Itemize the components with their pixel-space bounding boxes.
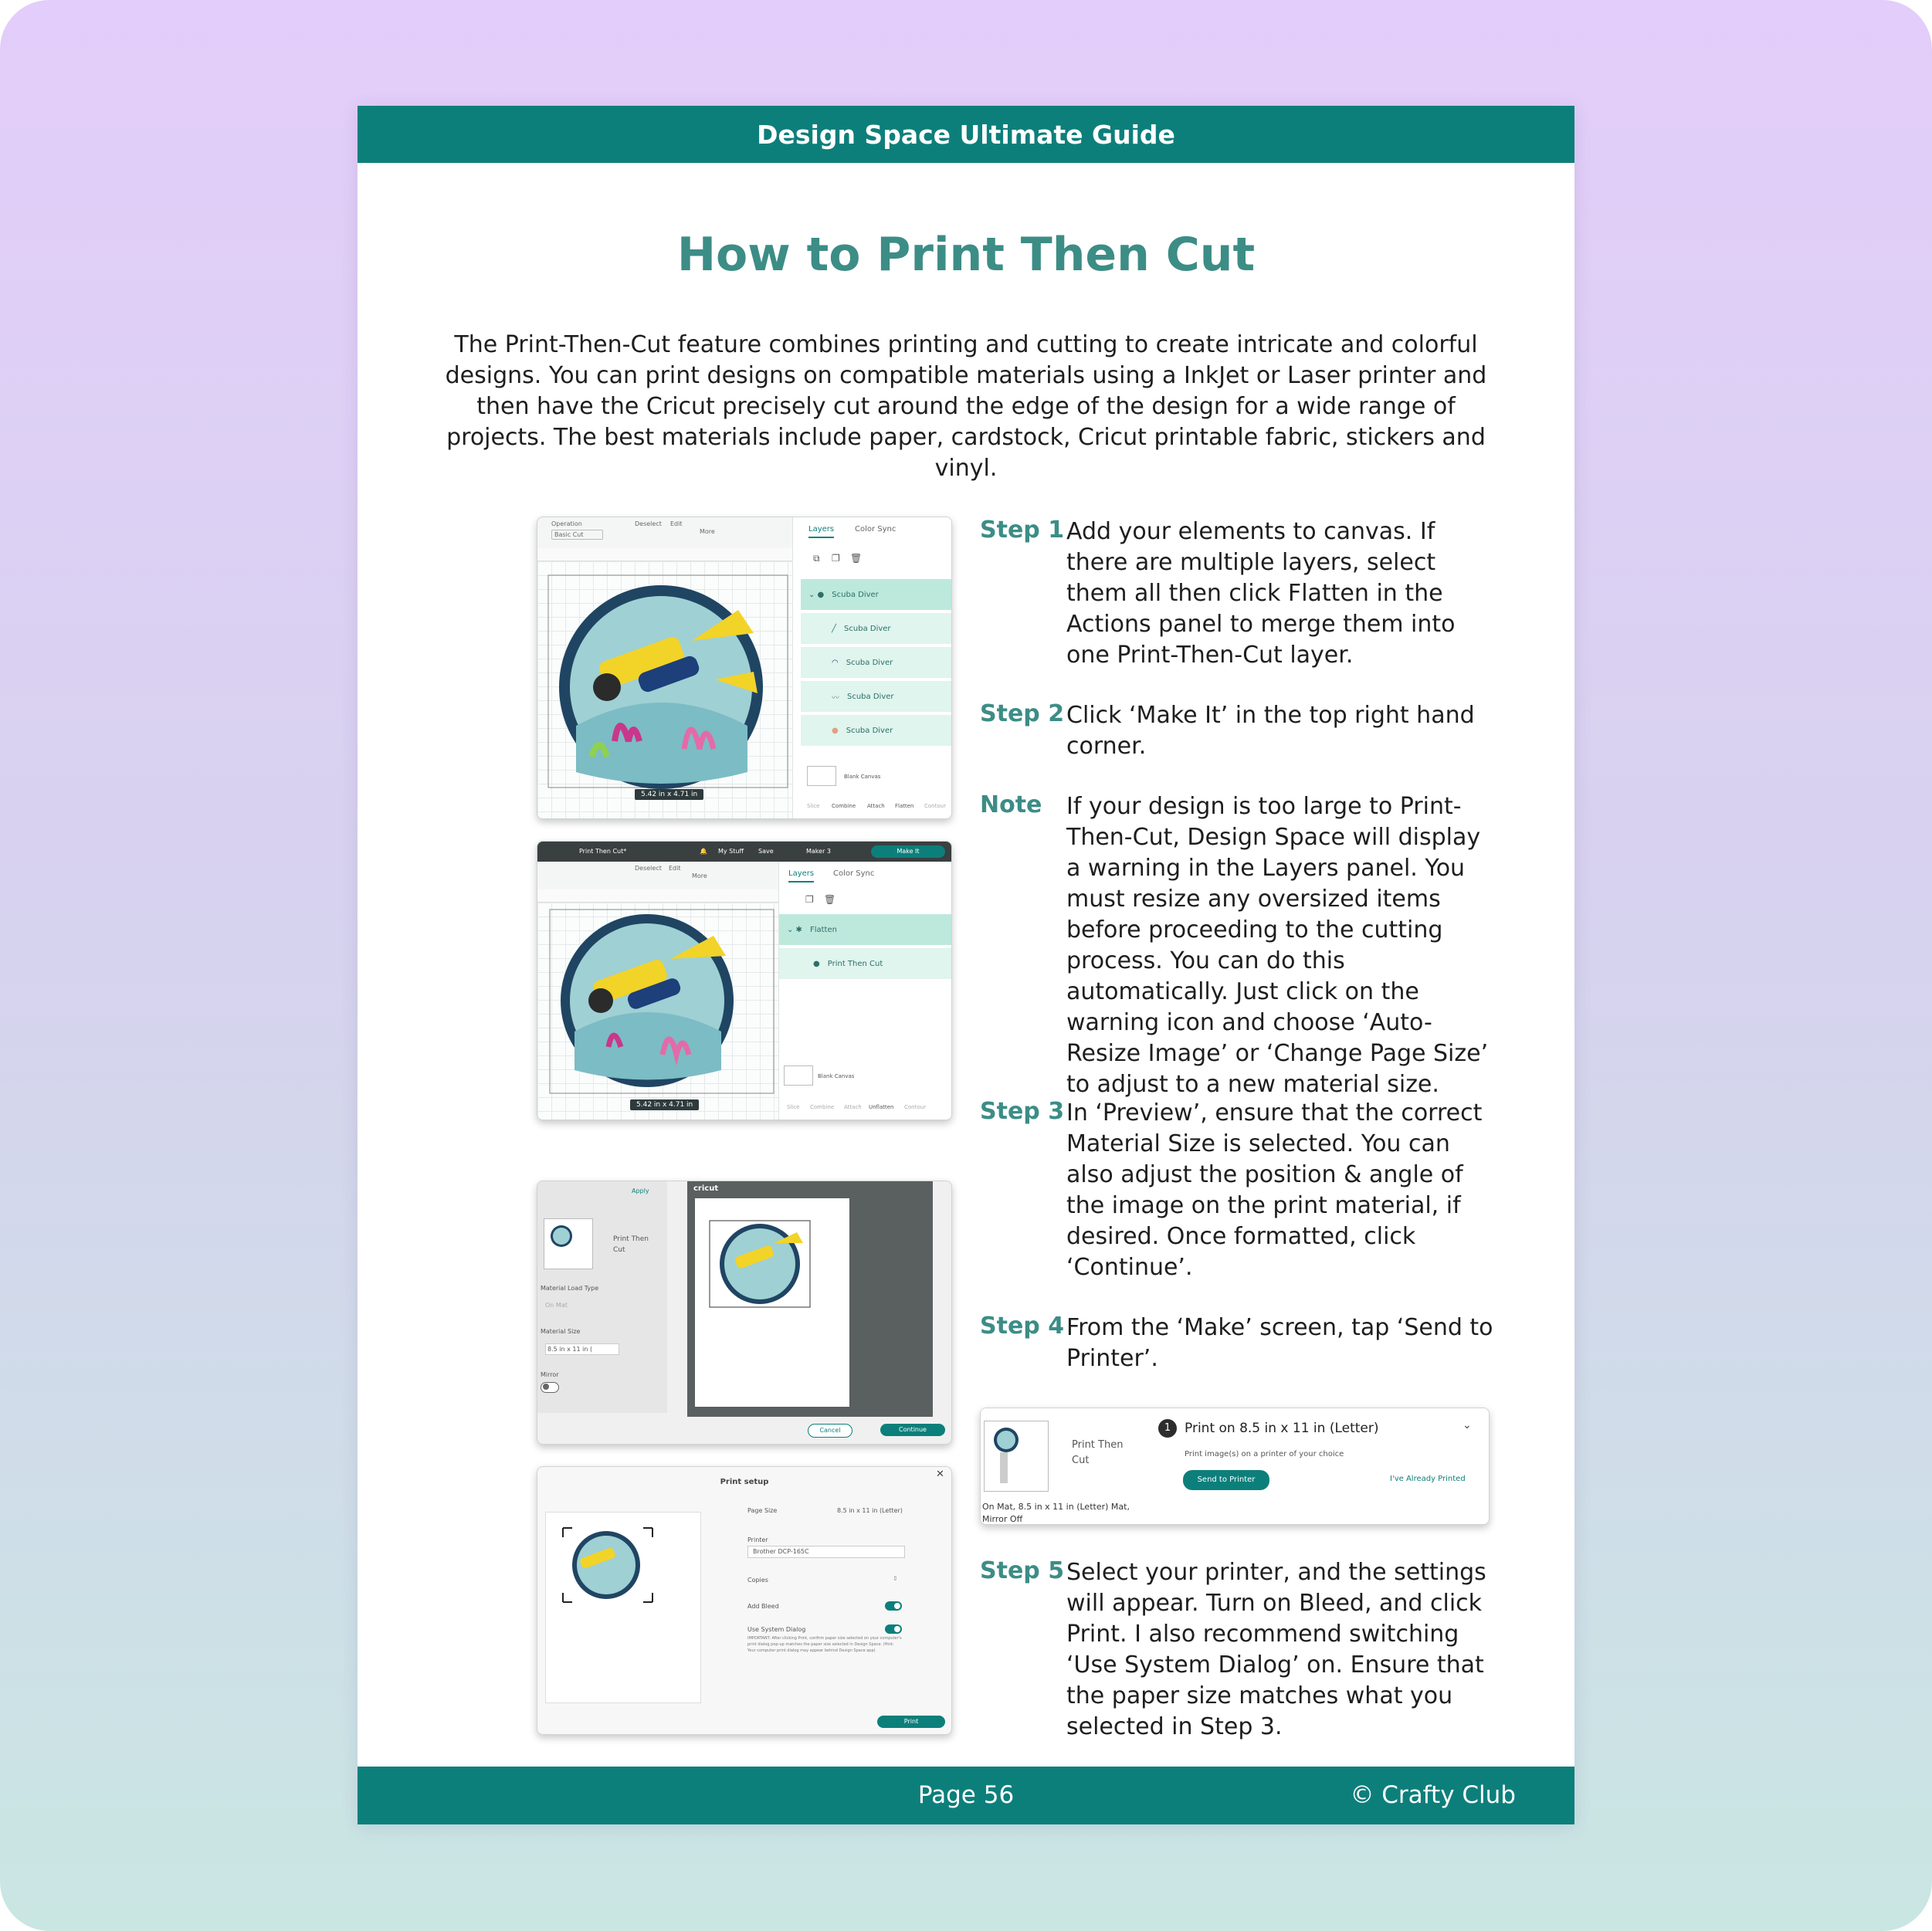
cricut-logo: cricut: [693, 1184, 719, 1193]
note-text: If your design is too large to Print-Then-Cut, Design Space will display a warning in the Layers panel. You must resize any oversized items before proceeding to the cutting process. You can do this automatically. Just click on the warning icon and choose ‘Auto- Resize Image’ or ‘Change Page Size’ to adjust to a new material size.: [1066, 793, 1489, 1098]
more-menu[interactable]: More: [692, 872, 707, 879]
page-footer: [358, 1767, 1574, 1824]
dialog-title: Print setup: [720, 1478, 769, 1486]
action-unflatten[interactable]: Unflatten: [869, 1104, 894, 1110]
layer-item[interactable]: ● Scuba Diver: [801, 715, 952, 746]
dimensions-badge: 5.42 in x 4.71 in: [635, 789, 703, 800]
layers-panel: [792, 517, 952, 818]
tab-layers[interactable]: Layers: [788, 869, 814, 883]
layer-item[interactable]: ╱ Scuba Diver: [801, 613, 952, 644]
printer-label: Printer: [747, 1536, 768, 1543]
duplicate-icon[interactable]: ❐: [805, 894, 814, 905]
layer-item-label: Scuba Diver: [846, 658, 893, 667]
duplicate-icon[interactable]: ❐: [832, 553, 840, 564]
screenshot-preview: [537, 1181, 952, 1445]
mirror-label: Mirror: [541, 1371, 559, 1378]
project-title: Print Then Cut*: [579, 848, 627, 855]
header-title: Design Space Ultimate Guide: [757, 119, 1175, 150]
layer-group[interactable]: ⌄ ✱ Flatten: [779, 914, 952, 945]
preview-design: [554, 1519, 662, 1611]
continue-button[interactable]: Continue: [880, 1424, 945, 1436]
bell-icon[interactable]: 🔔: [700, 848, 707, 855]
step-4-label: Step 4: [980, 1313, 1065, 1340]
mat-info: On Mat, 8.5 in x 11 in (Letter) Mat, Mirror Off: [982, 1502, 1130, 1524]
action-slice[interactable]: Slice: [807, 803, 820, 809]
layer-item[interactable]: ◠ Scuba Diver: [801, 647, 952, 678]
mirror-toggle[interactable]: [541, 1382, 559, 1393]
action-contour[interactable]: Contour: [924, 803, 946, 809]
more-menu[interactable]: More: [700, 528, 715, 535]
layers-panel: [778, 862, 952, 1120]
print-button[interactable]: Print: [877, 1716, 945, 1728]
step-4-text: From the ‘Make’ screen, tap ‘Send to Printer’.: [1066, 1314, 1493, 1372]
item-name: Print Then Cut: [613, 1235, 649, 1254]
guide-page: [358, 106, 1574, 1824]
save-link[interactable]: Save: [758, 848, 774, 855]
add-bleed-toggle[interactable]: [885, 1601, 902, 1611]
action-slice[interactable]: Slice: [787, 1104, 800, 1110]
dimensions-badge: 5.42 in x 4.71 in: [630, 1099, 699, 1110]
note-label: Note: [980, 791, 1042, 818]
blank-canvas-label: Blank Canvas: [818, 1073, 855, 1079]
edit-label[interactable]: Edit: [670, 520, 683, 527]
layer-group-label: Flatten: [809, 925, 837, 934]
item-thumbnail[interactable]: [544, 1218, 593, 1269]
scuba-diver-design[interactable]: [547, 908, 778, 1101]
copyright: © Crafty Club: [1350, 1781, 1516, 1809]
preview-sidebar: [537, 1181, 667, 1413]
system-dialog-note: IMPORTANT: After clicking Print, confirm paper size selected on your computer's print dialog pop-up matches the paper size selected in Design Space. (Hint: Your computer print dialog may appear behind Design Space app): [747, 1636, 902, 1653]
layer-item[interactable]: 〰 Scuba Diver: [801, 681, 952, 712]
item-thumbnail: [984, 1421, 1049, 1492]
step-1-label: Step 1: [980, 517, 1065, 544]
step-3-label: Step 3: [980, 1098, 1065, 1125]
mat-design[interactable]: [709, 1220, 817, 1313]
step-5-label: Step 5: [980, 1557, 1065, 1584]
step-1-text: Add your elements to canvas. If there are multiple layers, select them all then click Flatten in the Actions panel to merge them into one Print-Then-Cut layer.: [1066, 518, 1456, 669]
material-size-select[interactable]: 8.5 in x 11 in (: [545, 1343, 619, 1355]
step-2-label: Step 2: [980, 700, 1065, 727]
make-it-button[interactable]: Make It: [871, 845, 945, 858]
app-topbar: [537, 842, 951, 862]
trash-icon[interactable]: 🗑: [850, 553, 863, 564]
layer-item-label: Print Then Cut: [827, 959, 883, 968]
system-dialog-toggle[interactable]: [885, 1624, 902, 1634]
print-heading: Print on 8.5 in x 11 in (Letter): [1185, 1421, 1379, 1436]
deselect-label[interactable]: Deselect: [635, 865, 662, 872]
system-dialog-label: Use System Dialog: [747, 1626, 806, 1633]
page-size-label: Page Size: [747, 1507, 778, 1514]
send-to-printer-button[interactable]: Send to Printer: [1183, 1470, 1269, 1490]
item-name: Print Then Cut: [1072, 1439, 1124, 1466]
step-5-text: Select your printer, and the settings will appear. Turn on Bleed, and click Print. I also recommend switching ‘Use System Dialog’ on. Ensure that the paper size matches what you selected in Step 3.: [1066, 1559, 1486, 1740]
layer-item[interactable]: ● Print Then Cut: [779, 948, 952, 979]
my-stuff-link[interactable]: My Stuff: [718, 848, 744, 855]
trash-icon[interactable]: 🗑: [824, 894, 836, 905]
action-attach[interactable]: Attach: [867, 803, 885, 809]
layer-item-label: Scuba Diver: [844, 624, 891, 633]
screenshot-make-screen: [980, 1408, 1490, 1525]
page-header: [358, 106, 1574, 163]
action-combine[interactable]: Combine: [810, 1104, 835, 1110]
cancel-button[interactable]: Cancel: [808, 1424, 852, 1438]
copies-label: Copies: [747, 1577, 768, 1584]
material-load-type-label: Material Load Type: [541, 1285, 599, 1292]
chevron-down-icon[interactable]: ⌄: [1463, 1419, 1472, 1431]
layer-item-label: Scuba Diver: [846, 726, 893, 735]
group-icon[interactable]: ⧉: [813, 553, 820, 564]
page-size-value: 8.5 in x 11 in (Letter): [837, 1507, 903, 1514]
blank-canvas-label: Blank Canvas: [844, 774, 881, 780]
step-3-text: In ‘Preview’, ensure that the correct Material Size is selected. You can also adjust the position & angle of the image on the print material, if desired. Once formatted, click ‘Continue’.: [1066, 1099, 1483, 1281]
action-attach[interactable]: Attach: [844, 1104, 862, 1110]
page-title: How to Print Then Cut: [676, 228, 1256, 282]
intro-paragraph: The Print-Then-Cut feature combines printing and cutting to create intricate and colorful designs. You can print designs on compatible materials using a InkJet or Laser printer and then have the Cricut precisely cut around the edge of the design for a wide range of projects. The best materials include paper, cardstock, Cricut printable fabric, stickers and vinyl.: [445, 331, 1487, 482]
action-combine[interactable]: Combine: [832, 803, 856, 809]
already-printed-link[interactable]: I've Already Printed: [1390, 1475, 1466, 1483]
cutting-mat: [687, 1181, 933, 1417]
layer-item-label: Scuba Diver: [847, 692, 894, 701]
scuba-diver-design[interactable]: [545, 571, 792, 811]
ruler: [537, 548, 792, 561]
print-preview: [545, 1512, 701, 1703]
step-number-badge: 1: [1158, 1419, 1177, 1438]
screenshot-flattened: [537, 841, 952, 1120]
screenshot-canvas-layers: [537, 517, 952, 819]
add-bleed-label: Add Bleed: [747, 1603, 779, 1610]
screenshot-print-setup: [537, 1466, 952, 1735]
material-load-type-select[interactable]: On Mat: [545, 1302, 568, 1309]
blank-canvas-swatch[interactable]: [784, 1065, 813, 1086]
operation-select[interactable]: Basic Cut: [551, 530, 603, 540]
layer-group[interactable]: ⌄ ● Scuba Diver: [801, 579, 952, 610]
apply-link[interactable]: Apply: [632, 1187, 649, 1194]
tab-color-sync[interactable]: Color Sync: [855, 525, 897, 534]
ruler: [537, 889, 778, 903]
material-size-label: Material Size: [541, 1328, 581, 1335]
action-contour[interactable]: Contour: [904, 1104, 926, 1110]
close-icon[interactable]: ✕: [936, 1469, 944, 1480]
step-2-text: Click ‘Make It’ in the top right hand corner.: [1066, 702, 1475, 760]
copies-stepper[interactable]: ⇕: [893, 1575, 898, 1582]
action-flatten[interactable]: Flatten: [895, 803, 914, 809]
print-subtext: Print image(s) on a printer of your choice: [1185, 1450, 1344, 1458]
operation-label: Operation: [551, 520, 582, 527]
blank-canvas-swatch[interactable]: [807, 766, 836, 786]
tab-layers[interactable]: Layers: [808, 525, 834, 538]
edit-label[interactable]: Edit: [669, 865, 681, 872]
layer-group-label: Scuba Diver: [832, 590, 879, 599]
machine-select[interactable]: Maker 3: [806, 848, 831, 855]
tab-color-sync[interactable]: Color Sync: [833, 869, 875, 878]
printer-select[interactable]: Brother DCP-165C: [747, 1546, 905, 1558]
page-number: Page 56: [917, 1781, 1015, 1809]
deselect-label[interactable]: Deselect: [635, 520, 662, 527]
